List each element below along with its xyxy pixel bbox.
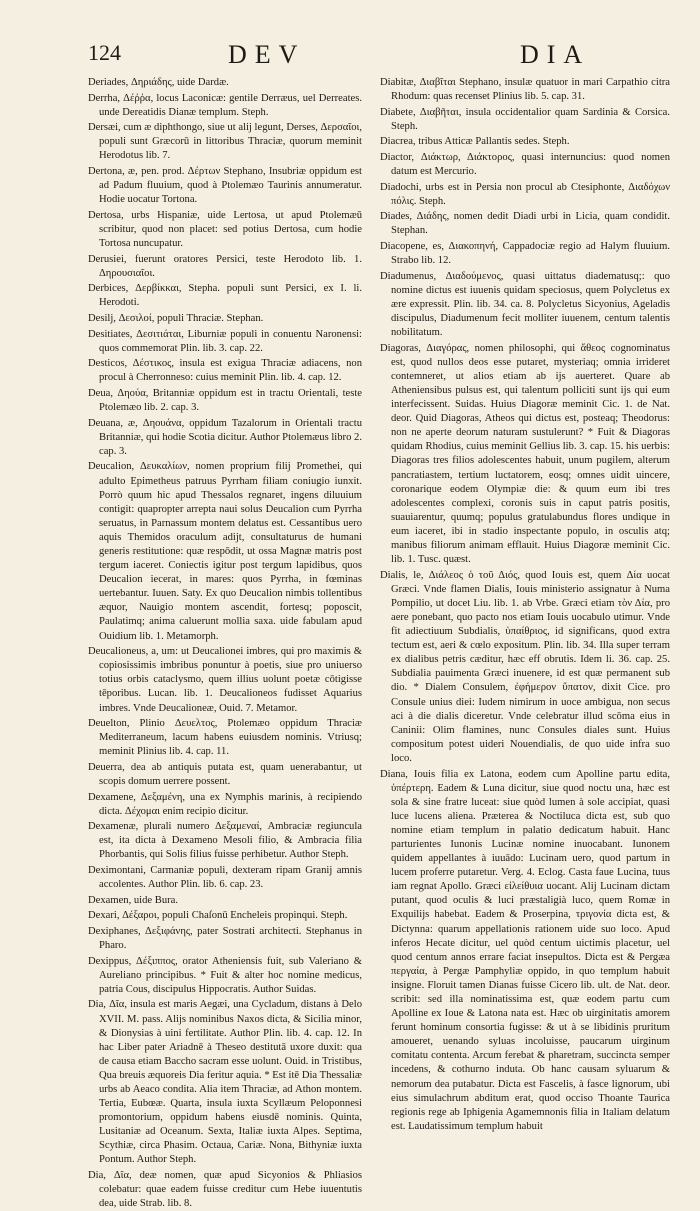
- dictionary-entry: Deriades, Δηριάδης, uide Dardæ.: [88, 77, 229, 88]
- dictionary-entry: Dersæi, cum æ diphthongo, siue ut alij legunt, Derses, Δερσαῖοι, populi sunt Græcorū in littoribus Thraciæ, quorum meminit Herodotus lib. 7.: [88, 122, 362, 162]
- dictionary-entry: Dexari, Δέξαροι, populi Chaſonū Encheleis propinqui. Steph.: [88, 910, 348, 922]
- dictionary-entry: Deuelton, Plinio Δευελτος, Ptolemæo oppidum Thraciæ Mediterraneum, lacum habens euiusdem nominis. Vtriusq; meminit Plinius lib. 4. cap. 11.: [88, 718, 362, 758]
- dictionary-entry: Dia, Δῖα, deæ nomen, quæ apud Sicyonios & Phliasios colebatur: quae eadem fuisse creditur cum Hebe iuuentutis dea, uide Strab. lib. 8.: [88, 1170, 362, 1210]
- dictionary-entry: Deua, Δηούα, Britanniæ oppidum est in tractu Orientali, teste Ptolemæo lib. 2. cap. 3.: [88, 387, 362, 414]
- running-head-left: DEV: [228, 40, 306, 69]
- dictionary-entry: Dexamenæ, plurali numero Δεξαμεναί, Ambraciæ regiuncula est, ita dicta à Dexameno Mesoli filio, & Ambracia filia Phorbantis, qui Solis filius fuisse perhibetur. Author Steph.: [88, 821, 362, 861]
- dictionary-entry: Dertosa, urbs Hispaniæ, uide Lertosa, ut apud Ptolemæū scribitur, quod non placet: sed potius Dertosa, cum hodie Tortosa nuncupatur.: [88, 209, 362, 250]
- column-gutter: [370, 80, 371, 1180]
- dictionary-entry: Diadochi, urbs est in Persia non procul ab Ctesiphonte, Διαδόχων πόλις. Steph.: [380, 181, 670, 207]
- dictionary-entry: Diabitæ, Διαβῖται Stephano, insulæ quatuor in mari Carpathio citra Rhodum: quas recenset Plinius lib. 5. cap. 31.: [380, 77, 670, 103]
- dictionary-entry: Derrha, Δέῤῥα, locus Laconicæ: gentile Derræus, uel Derreates. unde Dereatidis Dianæ templum. Steph.: [88, 92, 362, 118]
- dictionary-entry: Dia, Δῖα, insula est maris Aegæi, una Cycladum, distans à Delo XVII. M. pass. Alijs nominibus Naxos dicta, & Sicilia minor, & Dionysias à uini fertilitate. Author Plin. lib. 4. cap. 12. In hac Liber pater Ariadnē à Theseo destitutā uxore duxit: qua de causa etiam Baccho sacram esse uolunt. Ouid. in Tristibus, Qua breuis æquoreis Dia feritur aquia. * Est itē Dia Thessaliæ urbs ab Aeaco condita. Alia item Thraciæ, ad Athon montem. Tertia, Eubœæ. Quarta, insula iuxta Scyllæum Peloponnesi promontorium, oppidum habens eiusdē nominis. Quinta, Lusitaniæ ad Oceanum. Sexta, Italiæ iuxta Alpes. Septima, Scythiæ, circa Phasim. Octaua, Cariæ. Nona, Bithyniæ iuxta Pontum. Author Steph.: [88, 999, 362, 1166]
- dictionary-entry: Diabete, Διαβῆται, insula occidentalior quam Sardinia & Corsica. Steph.: [380, 106, 670, 132]
- dictionary-entry: Desilj, Δεσιλοί, populi Thraciæ. Stephan.: [88, 313, 264, 324]
- dictionary-entry: Diacopene, es, Διακοπηνή, Cappadociæ regio ad Halym fluuium. Strabo lib. 12.: [380, 241, 670, 267]
- dictionary-entry: Derusiei, fuerunt oratores Persici, teste Herodoto lib. 1. Δηρουσιαῖοι.: [88, 253, 362, 279]
- page-header: [0, 40, 700, 70]
- dictionary-entry: Derbices, Δερβίκκαι, Stepha. populi sunt Persici, ex I. li. Herodoti.: [88, 283, 362, 309]
- dictionary-entry: Deximontani, Carmaniæ populi, dexteram ripam Granij amnis accolentes. Author Plin. lib. 6. cap. 23.: [88, 865, 362, 891]
- dictionary-entry: Dialis, le, Διάλεος ὁ τοῦ Διός, quod Iouis est, quem Δία uocat Græci. Vnde flamen Dialis, Iouis ministerio assignatur à Numa Pompilio, ut docet Liu. lib. 1. ab Vrbe. Græci etiam τὸν Δία, pro aere ponebant, quo pacto nos etiam Iouis uocabulo utimur. Vnde fit adiectiuum Subdialis, ὑπαίθριος, id significans, quod extra tectum est, aeri & cœlo expositum. Plin. lib. 34. Illa super terram ex dialibus petris cæditur, hæc eff obrutis. Idem li. 36. cap. 25. Subdialia pauimenta Græci inuenere, id est quæ permanent sub dio. * Dialem Consulem, ἐφήμερον ὕπατον, dixit Cice. pro Consule unius diei: Iudem nimirum in uoce ambigua, non secus aci à die dialis diceretur. Vnde celebratur illud scōma eius in Caninii: Olim flamines, nunc Consules diales sunt. Huius compositum potest uideri Nouendialis, de quo uide infra suo loco.: [380, 569, 670, 764]
- dictionary-entry: Dexamene, Δεξαμένη, una ex Nymphis marinis, à recipiendo dicta. Δέχομαι enim recipio dicitur.: [88, 791, 362, 817]
- dictionary-entry: Diades, Διάδης, nomen dedit Diadi urbi in Licia, quam condidit. Stephan.: [380, 211, 670, 237]
- dictionary-entry: Diagoras, Διαγόρας, nomen philosophi, qui ἄθεος cognominatus est, quod nullos deos esse putaret, mysteriaq; omnia irrideret contemneret, ut alios etiam ab ijs auerteret. Quare ab Atheniensibus pulsus est, qui talentum polliciti sunt ijs qui eum interfecissent. Suidas. Huius Diagoræ meminit Cic. 1. de Nat. deor. Quid Diagoras, Atheos qui dictus est, posteaq; Theodorus: non ne aperte deorum naturam sustulerunt? * Fuit & Diagoras quidam Rhodius, cuius meminit Gellius lib. 3. cap. 15. his uerbis: Diagoras tres filios adolescentes habuit, unum pugilem, alterum pancratiastem, tertium luctatorem, eosq; omnes uidit uincere, coronarique eodem Olympiæ die: & quum eum ibi tres adolescentes complexi, coronis suis in caput patris positis, suauiarentur, quumq; populus gratulabundus flores undique in eum iaceret, ibi in stadio inspectante populo, in osculis atq; manibus filiorum animam efflauit. Huius Diagoræ meminit Cic. lib. 1. Tusc. quæst.: [380, 342, 670, 566]
- page-number: 124: [88, 40, 121, 65]
- dictionary-entry: Dexamen, uide Bura.: [88, 894, 179, 906]
- dictionary-entry: Dexiphanes, Δεξιφάνης, pater Sostrati architecti. Stephanus in Pharo.: [88, 925, 362, 952]
- dictionary-entry: Deucalion, Δευκαλίων, nomen proprium filij Promethei, qui adulto Epimetheus patruus Pyrrham filiam coniugio iunxit. Porrò quum hic apud Thessalos regnaret, ingens diluuium contigit: quapropter arrepta naui solus Deucalion cum Pyrrha seruatus, in Parnassum montem delatus est. Cessantibus uero aquis Themidos oraculum adijt, consultaturus de humani generis restitutione: quæ respōdit, ut ossa Magnæ matris post tergum iaceret. Coniectis igitur post tergum lapidibus, quos Deucalion iecerat, in mares: quos Pyrrha, in fœminas uertebantur. Iuuen. Saty. Ex quo Deucalion nimbis tollentibus æquor, Nauigio montem ascendit, fortesq; poposcit, Paulatimq; anima caluerunt mollia saxa. uide fabulam apud Ouidium lib. 1. Metamorph.: [88, 461, 362, 642]
- dictionary-entry: Diactor, Διάκτωρ, Διάκτορος, quasi internuncius: quod nomen datum est Mercurio.: [380, 151, 670, 178]
- dictionary-entry: Desticos, Δέστικος, insula est exigua Thraciæ adiacens, non procul à Cherronneso: cuius meminit Plin. lib. 4. cap. 12.: [88, 358, 362, 384]
- dictionary-entry: Dexippus, Δέξιππος, orator Atheniensis fuit, sub Valeriano & Aureliano principibus. * Fuit & alter hoc nomine medicus, patria Cous, discipulus Hippocratis. Author Suidas.: [88, 955, 362, 995]
- dictionary-entry: Deuerra, dea ab antiquis putata est, quam uenerabantur, ut scopis domum uerrere possent.: [88, 761, 362, 787]
- dictionary-entry: Diana, Iouis filia ex Latona, eodem cum Apolline partu edita, ὑπέρτερη. Eadem & Luna dicitur, siue quod noctu una, hæc est sola & sine fratre luceat: siue quòd lumen à sole accipiat, quasi luce lucens aliena. Præterea & Noctiluca dicta est, sub quo nomine etiam templum in palatio dedicatum habuit. Hanc parturientes Iunonis Lucinæ nomine inuocabant. Iunonem quidem appellantes à iuuādo: Lucinam uero, quod partum in lucem proferre putaretur. Verg. 4. Eclog. Casta faue Lucina, tuus iam regnat Apollo. Græci εἰλείθυια uocant. Alij Lucinam dictam putant, quod oculis & luci præstaligià luco, quem Romæ in Exquilijs habebat. Eadem & Proserpina, τριγονία dicta est, & Dictynna: quarum appellationis rationem uide suo loco. Apud inferos Hecate dicitur, uel quòd centum uictimis placetur, uel quod centum annos errare faciat insepultos. Dicta est & Pergæa περγαία, à Pergæ Pamphyliæ oppido, in quo templum habuit insigne. Floruit tamen Dianas fuisse Cicero lib. ult. de Nat. deor. scribit: sed illa nominatissima est, quæ eodem partu cum Apolline ex Ioue & Latona nata est. Hæc ob uirginitatis amorem ferunt hominum consortia fugisse: & ut à se libidinis pruritum amoueret, uenando syluas incoluisse, paucarum uirginum comitatu contenta. Arcum ferebat & pharetram, succincta semper incedens, & cothurno induta. Ob hanc causam syluarum & nemorum dea putabatur. Dicta est Fascelis, à fasce lignorum, ubi eius simulachrum abditum erat, quod occiso Thoante Taurica regionis rege ab Iphigenia Agamemnonis filia in Italiam delatum est. Laudatissimum templum habuit: [380, 768, 670, 1132]
- running-head-right: DIA: [520, 40, 591, 69]
- dictionary-entry: Diadumenus, Διαδούμενος, quasi uittatus diadematusq;: quo nomine dictus est iuuenis quidam speciosus, quem Polycletus ex ære expressit. Plin. lib. 34. ca. 8. Polycletus Sicyonius, Ageladis discipulus, Diadumenum fecit molliter iuuenem, centum talentis nobilitatum.: [380, 270, 670, 339]
- dictionary-entry: Diacrea, tribus Atticæ Pallantis sedes. Steph.: [380, 136, 570, 148]
- right-column: [380, 76, 670, 1186]
- dictionary-entry: Deuana, æ, Δηουάνα, oppidum Tazalorum in Orientali tractu Britanniæ, qui hodie Scotia dicitur. Author Ptolemæus libro 2. cap. 3.: [88, 417, 362, 457]
- dictionary-entry: Dertona, æ, pen. prod. Δέρτων Stephano, Insubriæ oppidum est ad Padum fluuium, quod à Ptolemæo Taurinis annumeratur. Hodie uocatur Tortona.: [88, 166, 362, 206]
- dictionary-entry: Deucalioneus, a, um: ut Deucalionei imbres, qui pro maximis & copiosissimis imbribus ponuntur à poetis, siue pro uniuerso totius orbis cataclysmo, quem illius uolunt poetæ cōtigisse tēporibus. Lucan. lib. 1. Deucalioneos fudisset Aquarius imbres. Vnde Deucalioneæ, Ouid. 7. Metamor.: [88, 646, 362, 714]
- dictionary-entry: Desitiates, Δεσιτιάται, Liburniæ populi in conuentu Naronensi: quos commemorat Plin. lib. 3. cap. 22.: [88, 328, 362, 354]
- left-column: [88, 76, 362, 1210]
